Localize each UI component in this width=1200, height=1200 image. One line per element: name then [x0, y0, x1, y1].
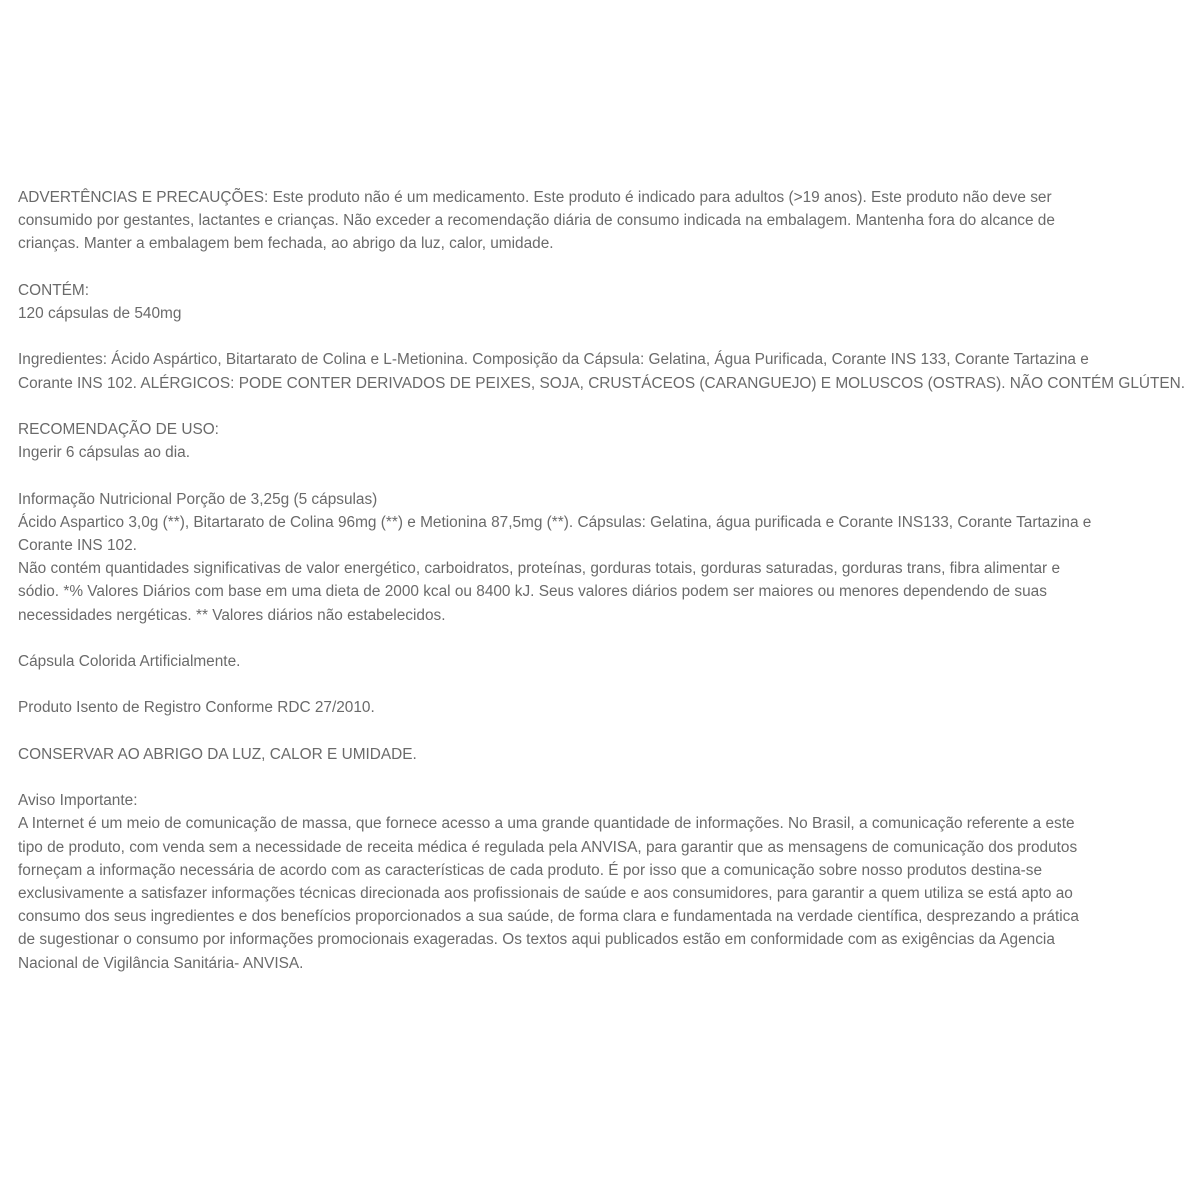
contents-paragraph — [18, 279, 1198, 325]
warnings-paragraph — [18, 186, 1198, 256]
contents-value: 120 cápsulas de 540mg — [18, 305, 182, 322]
ingredients-line: Ingredientes: Ácido Aspártico, Bitartarato de Colina e L-Metionina. Composição da Cápsula: Gelatina, Água Purificada, Corante INS 133, Corante Tartazina e — [18, 351, 1089, 369]
capsule-note: Cápsula Colorida Artificialmente. — [18, 652, 241, 670]
registration-note: Produto Isento de Registro Conforme RDC 27/2010. — [18, 699, 375, 717]
registration-paragraph — [18, 696, 1198, 719]
contents-heading: CONTÉM: — [18, 281, 89, 299]
nutrition-line: Não contém quantidades significativas de valor energético, carboidratos, proteínas, gorduras totais, gorduras saturadas, gorduras trans, fibra alimentar e — [18, 560, 1061, 578]
nutrition-paragraph — [18, 488, 1198, 627]
nutrition-line: Ácido Aspartico 3,0g (**), Bitartarato de Colina 96mg (**) e Metionina 87,5mg (**). Cápsulas: Gelatina, água purificada e Corante INS133, Corante Tartazina e — [18, 513, 1092, 531]
notice-heading: Aviso Importante: — [18, 792, 138, 810]
notice-line: Nacional de Vigilância Sanitária- ANVISA. — [18, 954, 304, 972]
notice-line: exclusivamente a satisfazer informações técnicas direcionada aos profissionais de saúde e aos consumidores, para garantir a quem utiliza se está apto ao — [18, 884, 1073, 902]
product-description — [18, 186, 1198, 998]
warnings-line: ADVERTÊNCIAS E PRECAUÇÕES: Este produto não é um medicamento. Este produto é indicado para adultos (>19 anos). Este produto não deve ser — [18, 189, 1052, 206]
nutrition-line: Corante INS 102. — [18, 536, 137, 554]
storage-note: CONSERVAR AO ABRIGO DA LUZ, CALOR E UMIDADE. — [18, 745, 417, 763]
notice-line: forneçam a informação necessária de acordo com as características de cada produto. É por isso que a comunicação sobre nosso produtos destina-se — [18, 861, 1043, 879]
nutrition-line: necessidades nergéticas. ** Valores diários não estabelecidos. — [18, 606, 446, 624]
notice-line: A Internet é um meio de comunicação de massa, que fornece acesso a uma grande quantidade de informações. No Brasil, a comunicação referente a este — [18, 815, 1075, 833]
usage-heading: RECOMENDAÇÃO DE USO: — [18, 420, 219, 438]
storage-paragraph — [18, 743, 1198, 766]
usage-paragraph — [18, 418, 1198, 464]
notice-line: consumo dos seus ingredientes e dos benefícios proporcionados a sua saúde, de forma clara e fundamentada na verdade científica, desprezando a prática — [18, 908, 1079, 926]
nutrition-line: sódio. *% Valores Diários com base em uma dieta de 2000 kcal ou 8400 kJ. Seus valores diários podem ser maiores ou menores dependendo de suas — [18, 583, 1047, 601]
ingredients-paragraph — [18, 348, 1198, 394]
warnings-line: crianças. Manter a embalagem bem fechada, ao abrigo da luz, calor, umidade. — [18, 235, 554, 253]
notice-paragraph — [18, 789, 1198, 975]
usage-value: Ingerir 6 cápsulas ao dia. — [18, 444, 190, 462]
notice-line: de sugestionar o consumo por informações promocionais exageradas. Os textos aqui publicados estão em conformidade com as exigências da Agencia — [18, 931, 1055, 949]
capsule-note-paragraph — [18, 650, 1198, 673]
nutrition-heading: Informação Nutricional Porção de 3,25g (5 cápsulas) — [18, 490, 378, 508]
ingredients-line: Corante INS 102. ALÉRGICOS: PODE CONTER DERIVADOS DE PEIXES, SOJA, CRUSTÁCEOS (CARANGUEJO) E MOLUSCOS (OSTRAS). NÃO CONTÉM GLÚTEN. — [18, 374, 1186, 392]
warnings-line: consumido por gestantes, lactantes e crianças. Não exceder a recomendação diária de consumo indicada na embalagem. Mantenha fora do alcance de — [18, 212, 1055, 230]
notice-line: tipo de produto, com venda sem a necessidade de receita médica é regulada pela ANVISA, para garantir que as mensagens de comunicação dos produtos — [18, 838, 1078, 856]
